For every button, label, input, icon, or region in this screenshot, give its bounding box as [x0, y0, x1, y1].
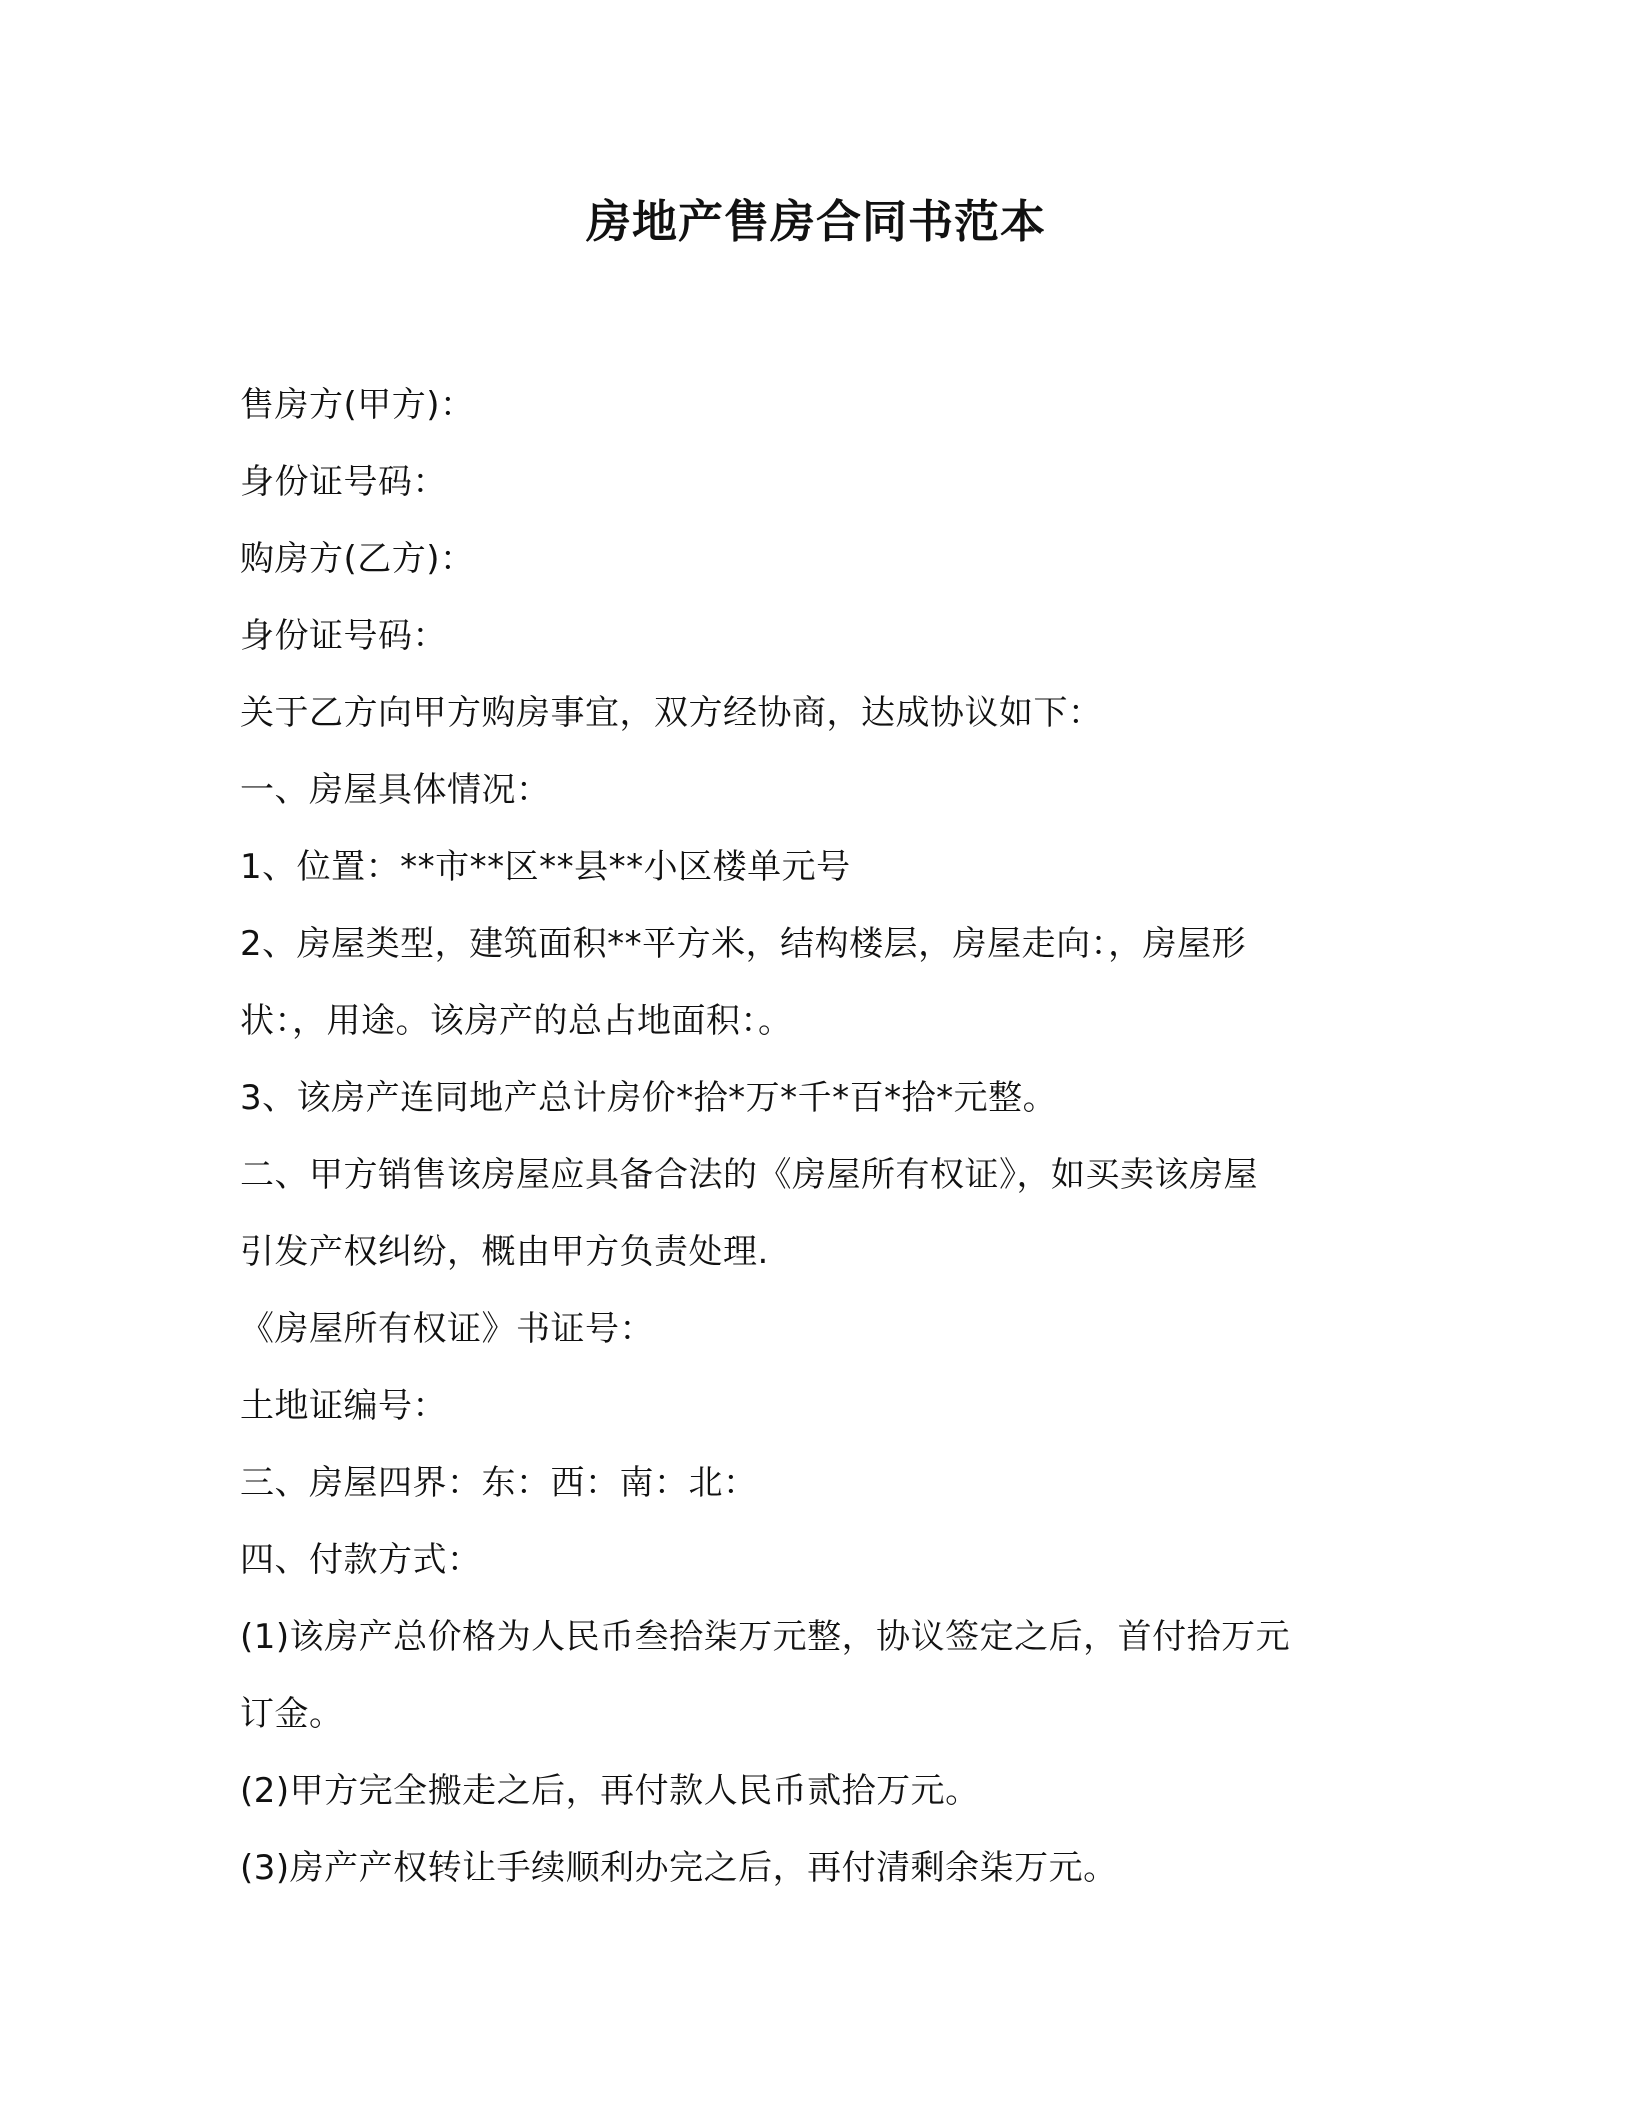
section-3-boundaries-line: 三、房屋四界：东：西：南：北： [240, 1463, 758, 1503]
section-2-line: 二、甲方销售该房屋应具备合法的《房屋所有权证》，如买卖该房屋 [240, 1155, 1258, 1195]
buyer-line: 购房方(乙方)： [240, 539, 475, 579]
total-price-line: 3、该房产连同地产总计房价*拾*万*千*百*拾*元整。 [240, 1078, 1058, 1118]
house-type-line: 2、房屋类型，建筑面积**平方米，结构楼层，房屋走向：，房屋形 [240, 924, 1247, 964]
seller-line: 售房方(甲方)： [240, 385, 475, 425]
payment-1-line-cont: 订金。 [240, 1694, 344, 1734]
certificate-number-line: 《房屋所有权证》书证号： [240, 1309, 654, 1349]
section-2-line-cont: 引发产权纠纷，概由甲方负责处理. [240, 1232, 769, 1272]
location-line: 1、位置：**市**区**县**小区楼单元号 [240, 847, 851, 887]
land-certificate-line: 土地证编号： [240, 1386, 447, 1426]
buyer-id-line: 身份证号码： [240, 616, 447, 656]
seller-id-line: 身份证号码： [240, 462, 447, 502]
section-1-heading: 一、房屋具体情况： [240, 770, 551, 810]
payment-3-line: (3)房产产权转让手续顺利办完之后，再付清剩余柒万元。 [240, 1848, 1118, 1888]
payment-2-line: (2)甲方完全搬走之后，再付款人民币贰拾万元。 [240, 1771, 980, 1811]
section-4-heading: 四、付款方式： [240, 1540, 482, 1580]
document-title: 房地产售房合同书范本 [585, 195, 1046, 248]
payment-1-line: (1)该房产总价格为人民币叁拾柒万元整，协议签定之后，首付拾万元 [240, 1617, 1291, 1657]
agreement-intro-line: 关于乙方向甲方购房事宜，双方经协商，达成协议如下： [240, 693, 1103, 733]
house-type-line-cont: 状：，用途。该房产的总占地面积：。 [240, 1001, 793, 1041]
document-body [240, 367, 1390, 1907]
